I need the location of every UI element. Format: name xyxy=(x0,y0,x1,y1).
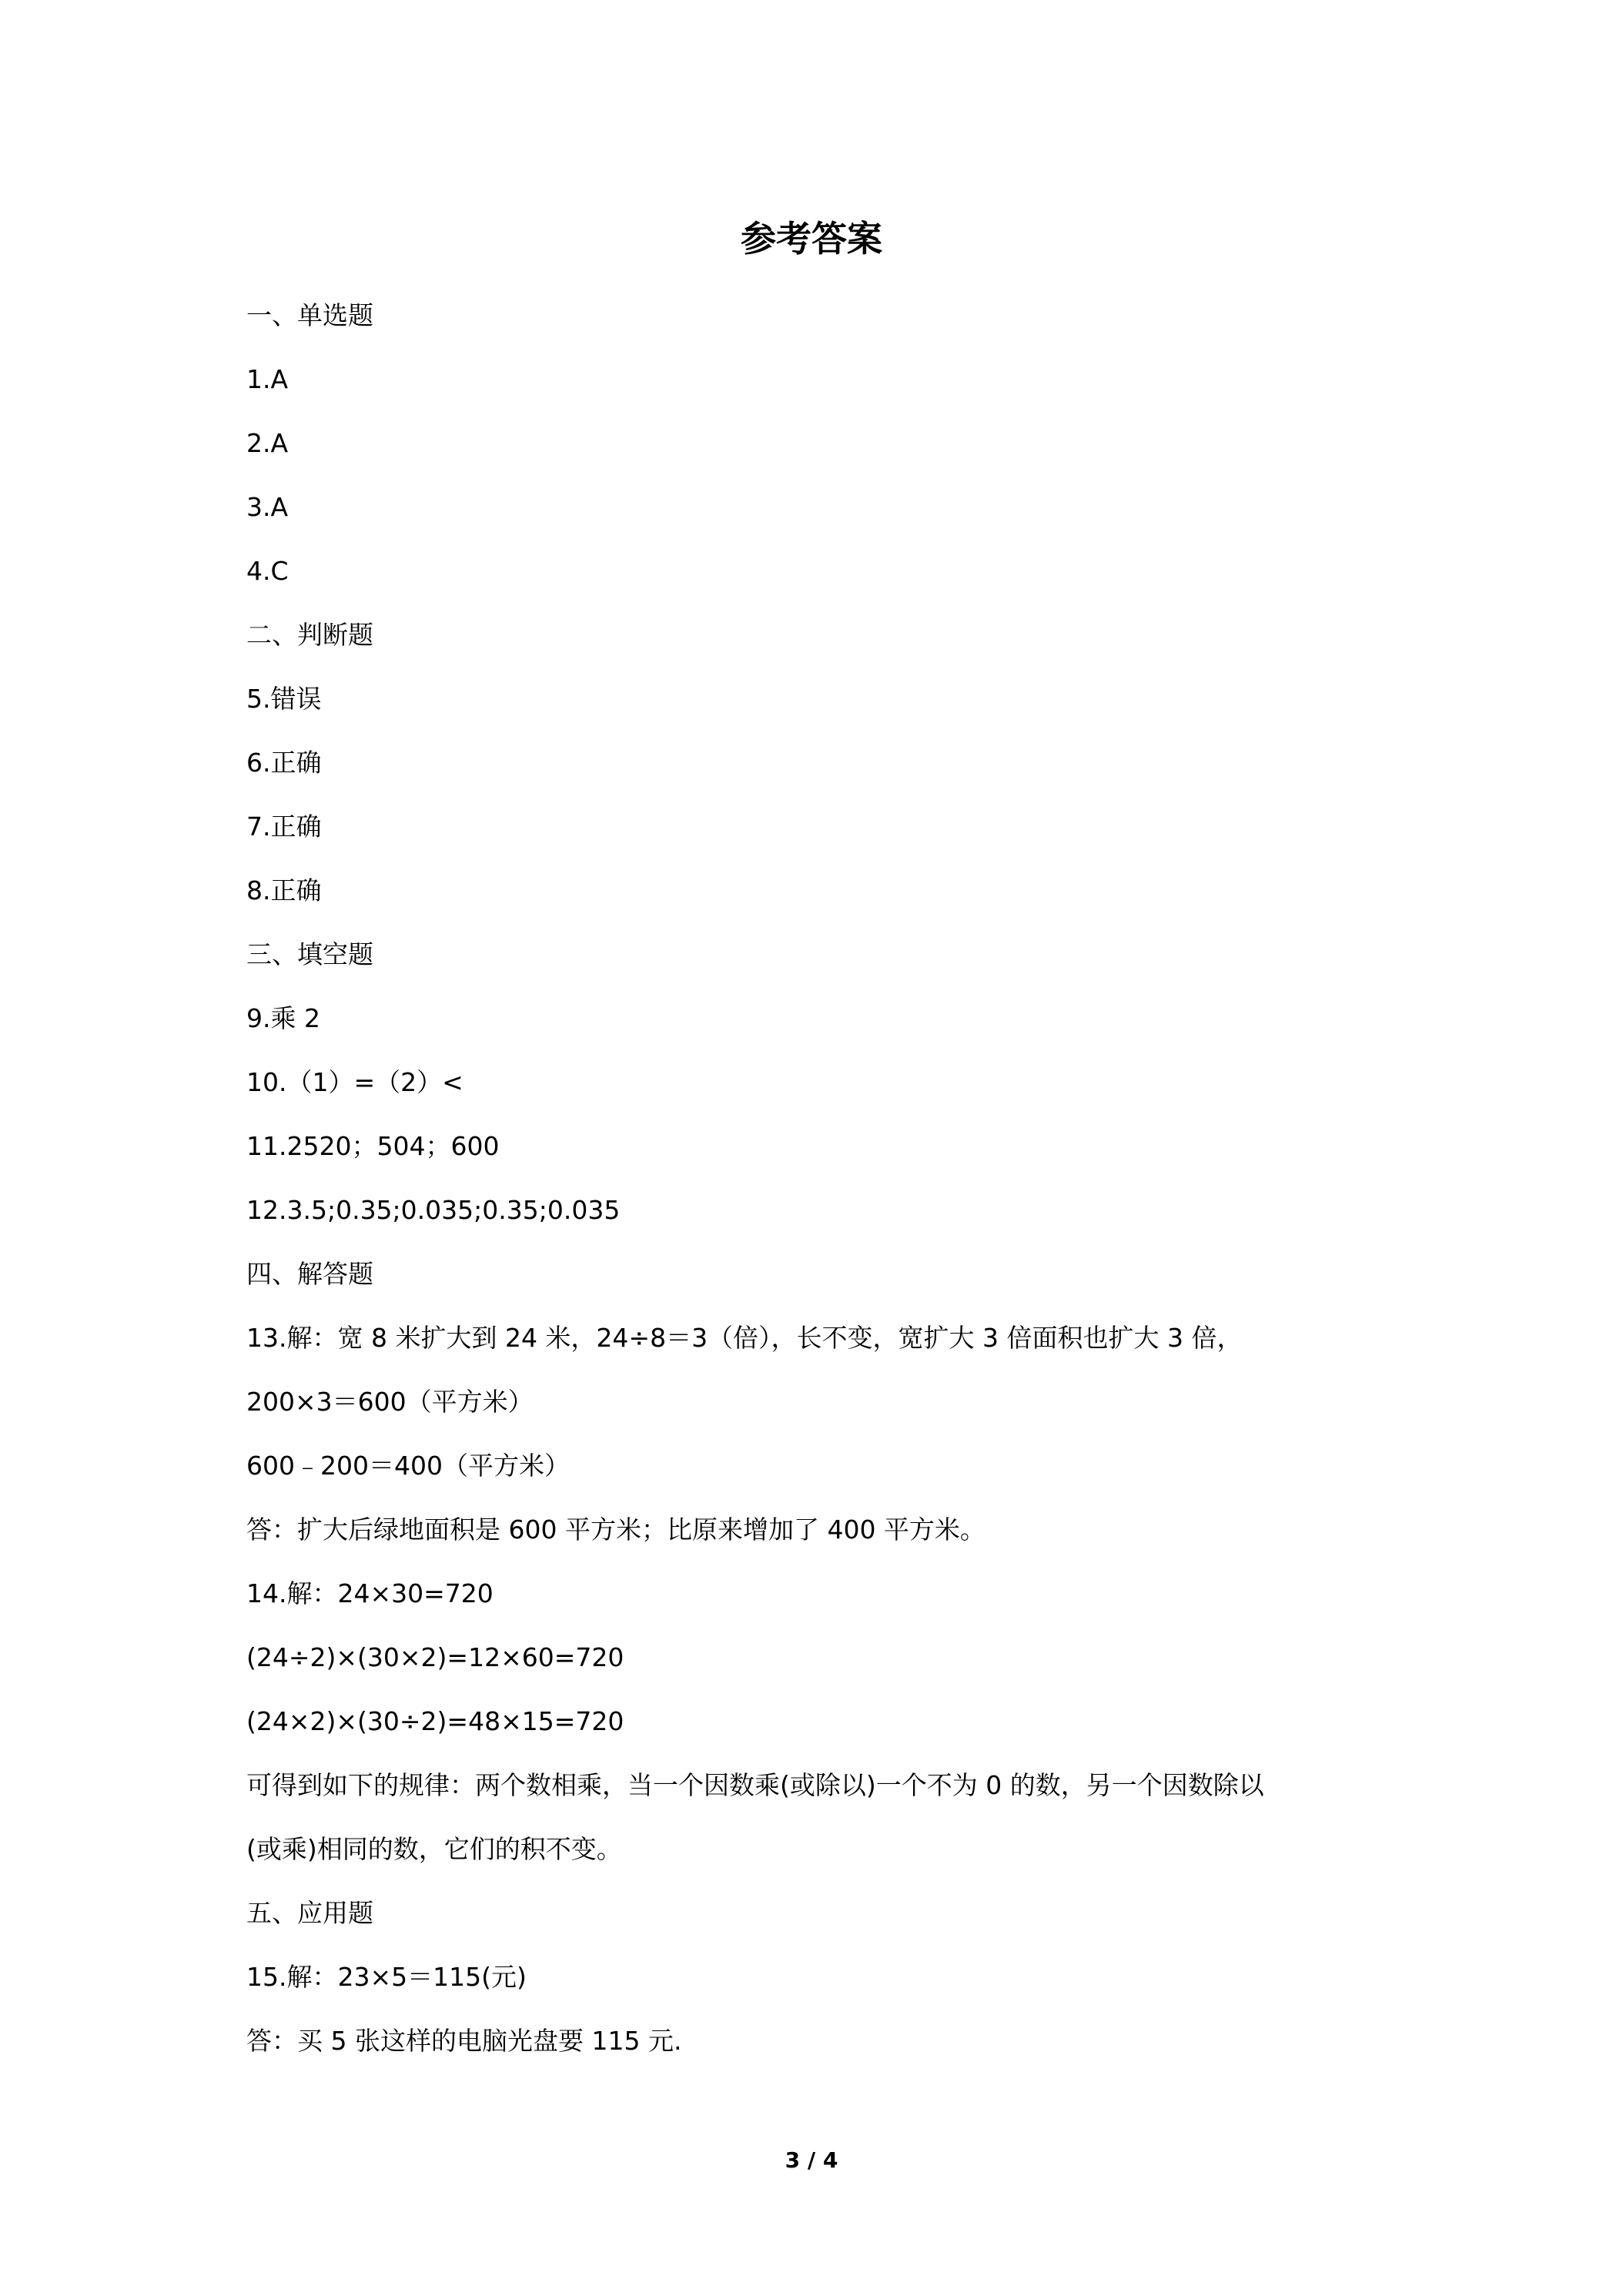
section-heading: 四、解答题 xyxy=(246,1259,373,1289)
section-heading: 二、判断题 xyxy=(246,620,373,650)
answer-line: (24×2)×(30÷2)=48×15=720 xyxy=(246,1706,624,1736)
answer-line: 14.解：24×30=720 xyxy=(246,1578,494,1608)
answer-line: 4.C xyxy=(246,556,289,586)
answer-line: 答：买 5 张这样的电脑光盘要 115 元. xyxy=(246,2026,682,2056)
answer-line: 15.解：23×5＝115(元) xyxy=(246,1962,527,1992)
section-heading: 五、应用题 xyxy=(246,1898,373,1928)
answer-line: 8.正确 xyxy=(246,875,322,905)
page-number: 3 / 4 xyxy=(785,2147,838,2173)
answer-line: 6.正确 xyxy=(246,748,322,778)
answer-line: 可得到如下的规律：两个数相乘，当一个因数乘(或除以)一个不为 0 的数，另一个因数除以 xyxy=(246,1770,1264,1800)
answer-line: (24÷2)×(30×2)=12×60=720 xyxy=(246,1642,624,1672)
answer-line: 7.正确 xyxy=(246,812,322,842)
answer-line: 1.A xyxy=(246,364,289,394)
page-title: 参考答案 xyxy=(741,218,882,259)
section-heading: 一、单选题 xyxy=(246,300,373,330)
answer-line: 600﹣200＝400（平方米） xyxy=(246,1451,570,1481)
answer-line: 答：扩大后绿地面积是 600 平方米；比原来增加了 400 平方米。 xyxy=(246,1514,986,1545)
answer-line: 200×3＝600（平方米） xyxy=(246,1387,534,1417)
answer-line: 13.解：宽 8 米扩大到 24 米，24÷8＝3（倍），长不变，宽扩大 3 倍面积也扩大 3 倍， xyxy=(246,1323,1243,1353)
answer-line: 10.（1）=（2）< xyxy=(246,1067,463,1097)
answer-line: 5.错误 xyxy=(246,684,322,714)
answer-line: 12.3.5;0.35;0.035;0.35;0.035 xyxy=(246,1195,621,1225)
answer-line: 2.A xyxy=(246,428,289,458)
answer-line: (或乘)相同的数，它们的积不变。 xyxy=(246,1834,622,1864)
answer-line: 9.乘 2 xyxy=(246,1003,320,1033)
answer-line: 11.2520；504；600 xyxy=(246,1131,500,1161)
answer-line: 3.A xyxy=(246,492,289,522)
section-heading: 三、填空题 xyxy=(246,939,373,969)
